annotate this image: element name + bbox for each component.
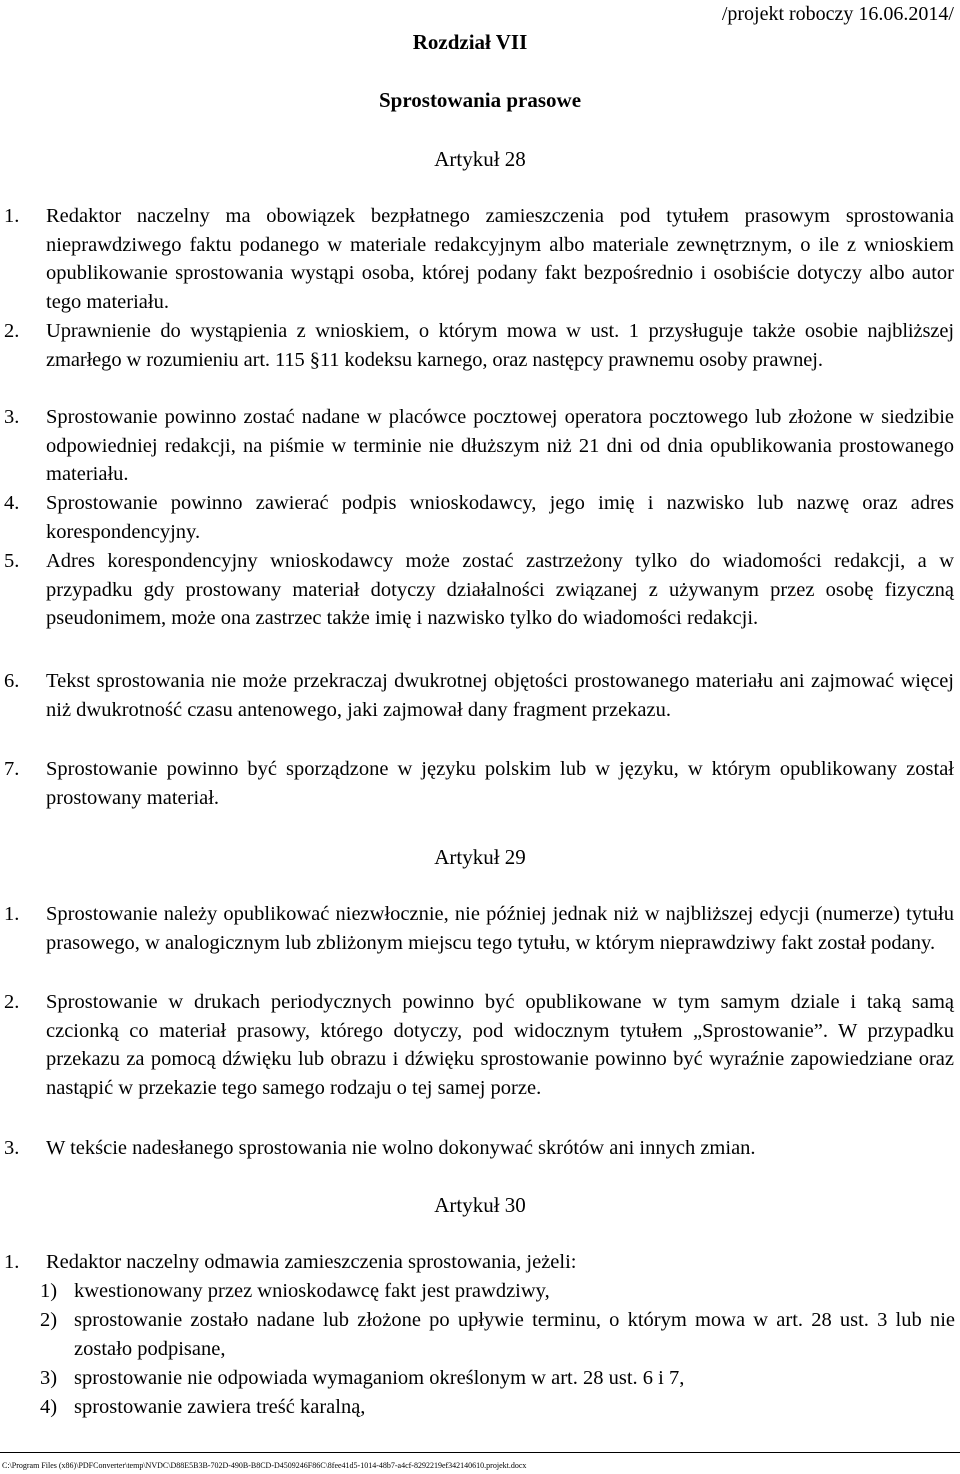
art28-para-7 xyxy=(4,755,954,812)
paragraph-number: 5. xyxy=(4,550,20,572)
chapter-name: Sprostowania prasowe xyxy=(378,88,582,112)
item-number: 4) xyxy=(40,1396,58,1418)
paragraph-text: Adres korespondencyjny wnioskodawcy może zostać zastrzeżony tylko do wiadomości redakcji, a w przypadku gdy prostowany materiał dotyczy działalności związanej z używanym przez osobę fizyczną pseudonimem, może ona zastrzec także imię i nazwisko tylko do wiadomości redakcji. xyxy=(46,550,954,630)
item-text: sprostowanie zostało nadane lub złożone po upływie terminu, o którym mowa w art. 28 ust. 3 lub nie zostało podpisane, xyxy=(74,1309,955,1360)
paragraph-number: 1. xyxy=(4,903,20,925)
paragraph-text: Sprostowanie należy opublikować niezwłocznie, nie później jednak niż w najbliższej edycji (numerze) tytułu prasowego, w analogicznym lub zbliżonym miejscu tego tytułu, w którym nieprawdziwy fakt został podany. xyxy=(46,903,954,954)
paragraph-text: Redaktor naczelny ma obowiązek bezpłatnego zamieszczenia pod tytułem prasowym sprostowania nieprawdziwego faktu podanego w materiale redakcyjnym albo materiale zewnętrznym, o ile z wnioskiem opublikowanie sprostowania wystąpi osoba, której podany fakt bezpośrednio i osobiście dotyczy albo autor tego materiału. xyxy=(46,205,954,313)
paragraph-number: 7. xyxy=(4,758,20,780)
item-number: 3) xyxy=(40,1367,58,1389)
paragraph-number: 3. xyxy=(4,1137,20,1159)
art30-item-1 xyxy=(40,1277,955,1306)
item-text: sprostowanie nie odpowiada wymaganiom określonym w art. 28 ust. 6 i 7, xyxy=(74,1367,685,1389)
paragraph-number: 2. xyxy=(4,320,20,342)
footer-file-path: C:\Program Files (x86)\PDFConverter\temp\NVDC\D88E5B3B-702D-490B-B8CD-D4509246F86C\8fee41d5-1014-48b7-a4cf-8292219ef342140610.projekt.docx xyxy=(2,1461,527,1470)
art28-para-5 xyxy=(4,547,954,633)
art29-para-2 xyxy=(4,988,954,1102)
paragraph-number: 6. xyxy=(4,670,20,692)
paragraph-text: Sprostowanie powinno zostać nadane w placówce pocztowej operatora pocztowego lub złożone w siedzibie odpowiedniej redakcji, na piśmie w terminie nie dłuższym niż 21 dni od dnia opublikowania prostowanego materiału. xyxy=(46,406,954,486)
art28-para-6 xyxy=(4,667,954,724)
art28-para-3 xyxy=(4,403,954,489)
item-number: 2) xyxy=(40,1309,58,1331)
paragraph-text: Sprostowanie powinno zawierać podpis wnioskodawcy, jego imię i nazwisko lub nazwę oraz adres korespondencyjny. xyxy=(46,492,954,543)
item-text: kwestionowany przez wnioskodawcę fakt jest prawdziwy, xyxy=(74,1280,550,1302)
art30-item-3 xyxy=(40,1364,955,1393)
art30-item-2 xyxy=(40,1306,955,1363)
item-text: sprostowanie zawiera treść karalną, xyxy=(74,1396,366,1418)
article-29-heading: Artykuł 29 xyxy=(434,845,526,869)
paragraph-number: 3. xyxy=(4,406,20,428)
chapter-number: Rozdział VII xyxy=(412,30,528,54)
paragraph-text: W tekście nadesłanego sprostowania nie wolno dokonywać skrótów ani innych zmian. xyxy=(46,1137,756,1159)
art29-para-3 xyxy=(4,1134,954,1163)
article-30-heading: Artykuł 30 xyxy=(434,1193,526,1217)
paragraph-text: Sprostowanie powinno być sporządzone w języku polskim lub w języku, w którym opublikowany został prostowany materiał. xyxy=(46,758,954,809)
paragraph-number: 1. xyxy=(4,1251,20,1273)
draft-note: /projekt roboczy 16.06.2014/ xyxy=(721,3,954,25)
footer-divider xyxy=(0,1452,960,1453)
paragraph-text: Tekst sprostowania nie może przekraczaj dwukrotnej objętości prostowanego materiału ani zajmować więcej niż dwukrotność czasu antenowego, jaki zajmował dany fragment przekazu. xyxy=(46,670,954,721)
paragraph-text: Uprawnienie do wystąpienia z wnioskiem, o którym mowa w ust. 1 przysługuje także osobie najbliższej zmarłego w rozumieniu art. 115 §11 kodeksu karnego, oraz następcy prawnemu osoby prawnej. xyxy=(46,320,954,371)
paragraph-number: 1. xyxy=(4,205,20,227)
art30-item-4 xyxy=(40,1393,955,1422)
art30-para-1 xyxy=(4,1248,954,1277)
art28-para-1 xyxy=(4,202,954,316)
paragraph-text: Redaktor naczelny odmawia zamieszczenia sprostowania, jeżeli: xyxy=(46,1251,577,1273)
art28-para-2 xyxy=(4,317,954,374)
paragraph-number: 2. xyxy=(4,991,20,1013)
art29-para-1 xyxy=(4,900,954,957)
art28-para-4 xyxy=(4,489,954,546)
article-28-heading: Artykuł 28 xyxy=(434,147,526,171)
paragraph-text: Sprostowanie w drukach periodycznych powinno być opublikowane w tym samym dziale i taką samą czcionką co materiał prasowy, którego dotyczy, pod widocznym tytułem „Sprostowanie”. W przypadku przekazu za pomocą dźwięku lub obrazu i dźwięku sprostowanie powinno być wyraźnie zapowiedziane oraz nastąpić w przekazie tego samego rodzaju o tej samej porze. xyxy=(46,991,954,1099)
item-number: 1) xyxy=(40,1280,58,1302)
paragraph-number: 4. xyxy=(4,492,20,514)
